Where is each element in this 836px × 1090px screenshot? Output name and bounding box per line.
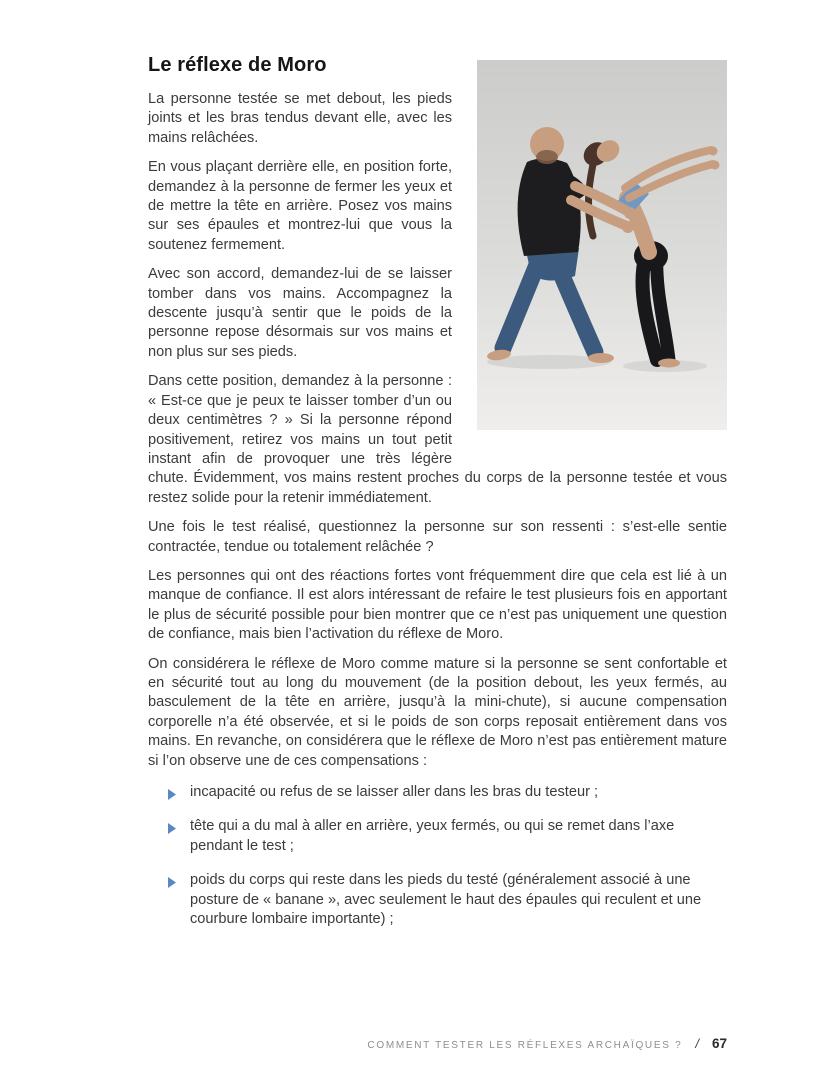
woman-hand-1 — [709, 147, 718, 156]
paragraph: Une fois le test réalisé, questionnez la personne sur son ressenti : s’est-elle sentie contractée, tendue ou totalement relâchée ? — [148, 519, 727, 555]
woman-foot — [658, 359, 680, 368]
paragraph: En vous plaçant derrière elle, en position forte, demandez à la personne de fermer les yeux et de mettre la tête en arrière. Posez vos mains sur ses épaules et montrez-lui que vous la soutenez fermement. — [148, 159, 452, 253]
paragraph: Les personnes qui ont des réactions fortes vont fréquemment dire que cela est lié à un manque de confiance. Il est alors intéressant de refaire le test plusieurs fois en apportant le plus de sécurité possible pour bien montrer que ce n’est pas uniquement une question de confiance, mais bien l’activation du réflexe de Moro. — [148, 567, 727, 643]
page-number: 67 — [711, 1036, 727, 1051]
page-content — [148, 54, 727, 944]
bullet-arrow-icon — [168, 875, 176, 886]
paragraph: La personne testée se met debout, les pieds joints et les bras tendus devant elle, avec les mains relâchées. — [148, 91, 452, 146]
footer-separator-icon: / — [695, 1036, 699, 1051]
paragraph: Dans cette position, demandez à la personne : « Est-ce que je peux te laisser tomber d’un ou deux centimètres ? » Si la personne répond positivement, retirez vos mains un tout petit instant afin de provoquer une très légère chute. Évidemment, vos mains restent proches du corps de la personne testée et vous restez solide pour la retenir immédiatement. — [148, 373, 727, 506]
woman-hand-2 — [711, 161, 720, 170]
bullet-text: tête qui a du mal à aller en arrière, yeux fermés, ou qui se remet dans l’axe pendant le test ; — [190, 818, 675, 854]
photo-illustration — [477, 60, 727, 430]
paragraph: On considérera le réflexe de Moro comme mature si la personne se sent confortable et en sécurité tout au long du mouvement (de la position debout, les yeux fermés, au basculement de la tête en arrière, jusqu’à la mini-chute), si aucune compensation corporelle n’a été observée, et si le poids de son corps reposait entièrement dans vos mains. En revanche, on considérera que le réflexe de Moro n’est pas entièrement mature si l’on observe une de ces compensations : — [148, 655, 727, 769]
list-item — [168, 783, 710, 802]
bullet-arrow-icon — [168, 821, 176, 832]
demonstration-photo — [477, 60, 727, 430]
list-item — [168, 871, 710, 929]
man-tshirt-torso — [518, 158, 581, 256]
running-title: COMMENT TESTER LES RÉFLEXES ARCHAÏQUES ? — [367, 1040, 683, 1051]
section-title: Le réflexe de Moro — [148, 54, 327, 76]
bullet-text: incapacité ou refus de se laisser aller dans les bras du testeur ; — [190, 784, 599, 800]
compensations-list — [168, 783, 727, 929]
man-front-foot — [588, 353, 614, 363]
man-hand-1 — [624, 207, 636, 219]
bullet-arrow-icon — [168, 787, 176, 798]
page-footer — [148, 1036, 727, 1051]
studio-background — [477, 60, 727, 430]
paragraph: Avec son accord, demandez-lui de se laisser tomber dans vos mains. Accompagnez la descente jusqu’à sentir que le poids de la personne repose désormais sur vos mains et non plus sur ses pieds. — [148, 266, 452, 360]
bullet-text: poids du corps qui reste dans les pieds du testé (généralement associé à une posture de « banane », avec seulement le haut des épaules qui reculent et une courbure lombaire importante) ; — [190, 872, 702, 928]
man-beard — [536, 150, 558, 164]
man-hand-2 — [622, 221, 634, 233]
list-item — [168, 817, 710, 856]
